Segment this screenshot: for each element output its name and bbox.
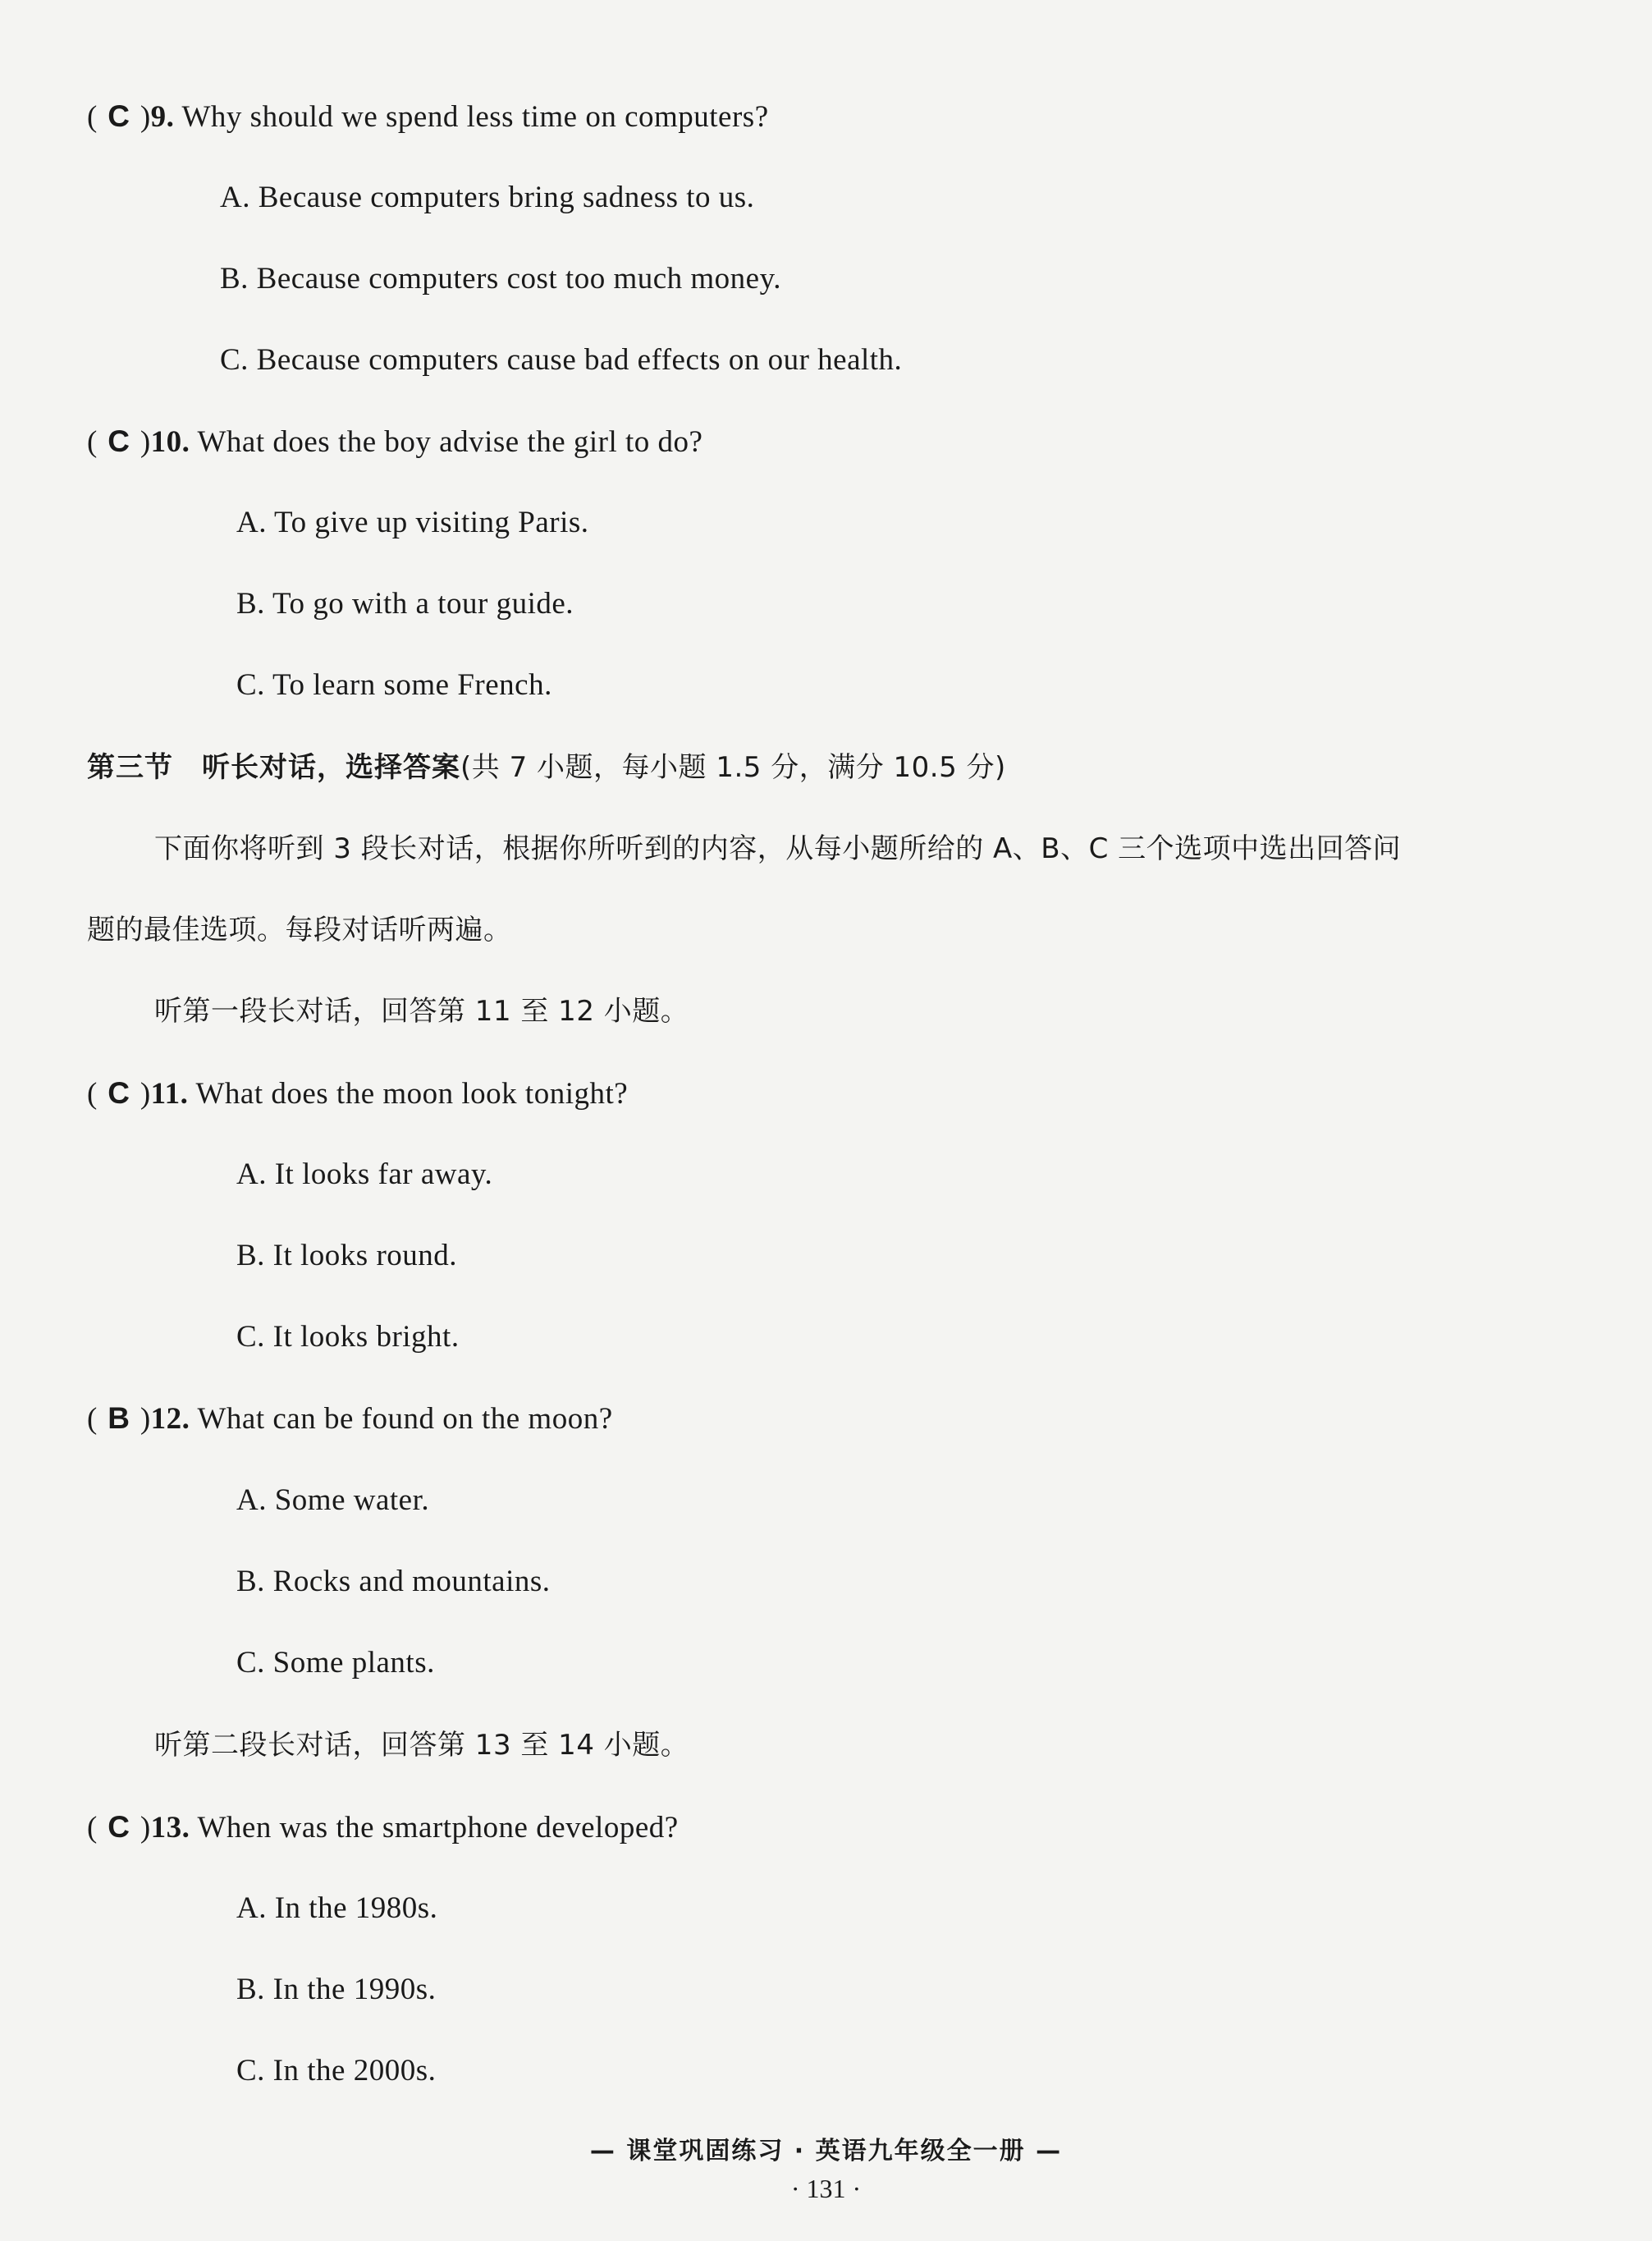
- question-10: [87, 424, 702, 461]
- answer-paren-close: ): [140, 1402, 151, 1436]
- question-11-option-a: A. It looks far away.: [236, 1157, 493, 1191]
- question-11-answer: C: [108, 1076, 130, 1110]
- question-13-option-c: C. In the 2000s.: [236, 2054, 437, 2087]
- question-9-option-c: C. Because computers cause bad effects on our health.: [220, 343, 903, 377]
- question-12-number: 12.: [150, 1402, 190, 1436]
- answer-paren-open: (: [87, 1402, 98, 1436]
- page-footer-title: — 课堂巩固练习 · 英语九年级全一册 —: [589, 2137, 1063, 2165]
- answer-paren-close: ): [140, 1811, 151, 1845]
- question-13-answer: C: [108, 1810, 130, 1844]
- answer-paren-close: ): [140, 1077, 151, 1111]
- question-11-option-c: C. It looks bright.: [236, 1320, 460, 1354]
- question-12-text: What can be found on the moon?: [197, 1402, 613, 1436]
- question-9: [87, 99, 769, 135]
- question-10-option-c: C. To learn some French.: [236, 668, 552, 702]
- question-13-option-b: B. In the 1990s.: [236, 1973, 437, 2006]
- question-13-number: 13.: [150, 1811, 190, 1845]
- section-detail: (共 7 小题，每小题 1.5 分，满分 10.5 分): [460, 751, 1006, 784]
- question-9-option-a: A. Because computers bring sadness to us.: [220, 181, 755, 214]
- page-number: · 131 ·: [790, 2174, 862, 2203]
- question-11-option-b: B. It looks round.: [236, 1239, 458, 1272]
- section-title: 第三节 听长对话，选择答案: [87, 751, 460, 784]
- question-10-text: What does the boy advise the girl to do?: [197, 425, 703, 459]
- question-10-option-a: A. To give up visiting Paris.: [236, 506, 589, 539]
- answer-paren-open: (: [87, 100, 98, 134]
- answer-paren-open: (: [87, 1811, 98, 1845]
- dialogue-1-intro: 听第一段长对话，回答第 11 至 12 小题。: [154, 995, 689, 1028]
- section-heading: [87, 749, 1006, 786]
- question-13: [87, 1809, 679, 1846]
- question-9-text: Why should we spend less time on computers?: [181, 100, 769, 134]
- question-10-answer: C: [108, 424, 130, 458]
- question-11-text: What does the moon look tonight?: [195, 1077, 629, 1111]
- answer-paren-close: ): [140, 425, 151, 459]
- question-11: [87, 1075, 628, 1112]
- question-13-text: When was the smartphone developed?: [197, 1811, 679, 1845]
- answer-paren-open: (: [87, 1077, 98, 1111]
- question-12-option-c: C. Some plants.: [236, 1646, 435, 1680]
- question-12-answer: B: [108, 1401, 130, 1435]
- dialogue-2-intro: 听第二段长对话，回答第 13 至 14 小题。: [154, 1729, 689, 1762]
- question-10-number: 10.: [150, 425, 190, 459]
- question-13-option-a: A. In the 1980s.: [236, 1891, 438, 1925]
- question-9-number: 9.: [150, 100, 175, 134]
- question-12: [87, 1400, 613, 1437]
- question-9-answer: C: [108, 99, 130, 133]
- answer-paren-open: (: [87, 425, 98, 459]
- section-instruction-line2: 题的最佳选项。每段对话听两遍。: [87, 914, 512, 946]
- question-11-number: 11.: [150, 1077, 189, 1111]
- answer-paren-close: ): [140, 100, 151, 134]
- question-12-option-b: B. Rocks and mountains.: [236, 1565, 551, 1598]
- question-10-option-b: B. To go with a tour guide.: [236, 587, 574, 621]
- section-instruction-line1: 下面你将听到 3 段长对话，根据你所听到的内容，从每小题所给的 A、B、C 三个选项中选出回答问: [154, 832, 1402, 865]
- question-9-option-b: B. Because computers cost too much money.: [220, 262, 781, 296]
- question-12-option-a: A. Some water.: [236, 1483, 430, 1517]
